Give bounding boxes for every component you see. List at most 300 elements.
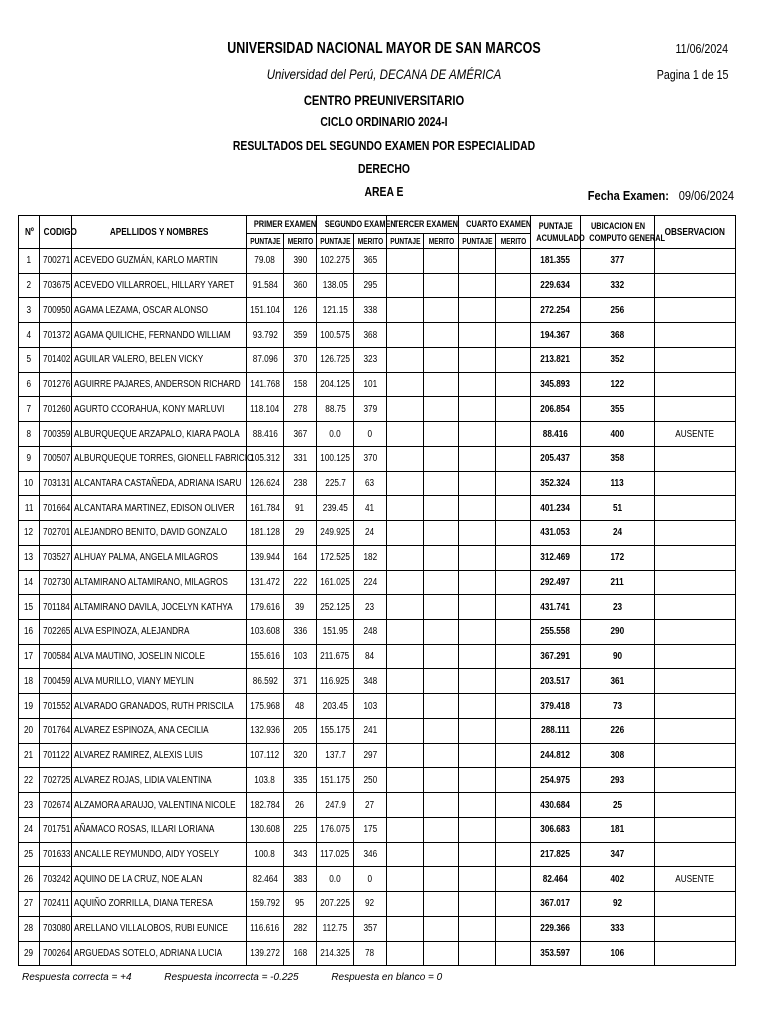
row-num: 12	[19, 521, 40, 546]
row-exam1-score: 161.784	[247, 496, 284, 521]
row-accumulated: 229.366	[531, 916, 581, 941]
university-title: UNIVERSIDAD NACIONAL MAYOR DE SAN MARCOS	[227, 40, 541, 57]
row-accumulated: 181.355	[531, 249, 581, 274]
row-exam2-merit: 92	[354, 892, 387, 917]
row-exam4-score	[459, 595, 496, 620]
row-exam2-merit: 250	[354, 768, 387, 793]
table-row	[19, 521, 736, 546]
row-accumulated: 353.597	[531, 941, 581, 966]
row-exam4-merit	[496, 249, 531, 274]
row-exam4-merit	[496, 842, 531, 867]
row-exam4-merit	[496, 298, 531, 323]
cycle-title: CICLO ORDINARIO 2024-I	[320, 114, 448, 129]
row-observation	[655, 941, 736, 966]
table-row	[19, 916, 736, 941]
row-exam1-score: 182.784	[247, 793, 284, 818]
row-exam4-merit	[496, 694, 531, 719]
row-observation	[655, 323, 736, 348]
row-exam1-score: 91.584	[247, 273, 284, 298]
row-exam1-score: 179.616	[247, 595, 284, 620]
table-row	[19, 867, 736, 892]
row-exam1-merit: 95	[284, 892, 317, 917]
row-accumulated: 401.234	[531, 496, 581, 521]
row-observation: AUSENTE	[655, 422, 736, 447]
row-rank: 172	[581, 545, 655, 570]
row-exam4-score	[459, 768, 496, 793]
row-accumulated: 213.821	[531, 347, 581, 372]
row-observation	[655, 471, 736, 496]
row-rank: 181	[581, 817, 655, 842]
header-rank: UBICACION EN COMPUTO GENERAL	[581, 216, 655, 249]
row-exam3-score	[387, 694, 424, 719]
row-exam4-merit	[496, 793, 531, 818]
row-code: 702701	[40, 521, 72, 546]
row-exam1-merit: 126	[284, 298, 317, 323]
header-exam4-merit: MERITO	[496, 234, 531, 249]
table-row	[19, 570, 736, 595]
row-exam2-score: 214.325	[317, 941, 354, 966]
row-exam2-merit: 365	[354, 249, 387, 274]
row-accumulated: 379.418	[531, 694, 581, 719]
row-name: ALVA MURILLO, VIANY MEYLIN	[72, 669, 247, 694]
row-exam2-score: 116.925	[317, 669, 354, 694]
row-name: AGUIRRE PAJARES, ANDERSON RICHARD	[72, 372, 247, 397]
table-row	[19, 669, 736, 694]
row-accumulated: 254.975	[531, 768, 581, 793]
row-exam2-score: 137.7	[317, 743, 354, 768]
row-code: 701402	[40, 347, 72, 372]
row-exam4-merit	[496, 941, 531, 966]
row-exam1-merit: 91	[284, 496, 317, 521]
row-exam3-score	[387, 347, 424, 372]
row-name: ALVAREZ RAMIREZ, ALEXIS LUIS	[72, 743, 247, 768]
row-exam3-merit	[424, 347, 459, 372]
row-exam4-score	[459, 496, 496, 521]
row-exam1-score: 118.104	[247, 397, 284, 422]
row-num: 3	[19, 298, 40, 323]
row-exam1-merit: 359	[284, 323, 317, 348]
row-num: 10	[19, 471, 40, 496]
row-observation	[655, 397, 736, 422]
row-rank: 256	[581, 298, 655, 323]
row-exam2-merit: 368	[354, 323, 387, 348]
row-exam2-score: 247.9	[317, 793, 354, 818]
row-observation	[655, 595, 736, 620]
row-exam1-score: 86.592	[247, 669, 284, 694]
row-exam4-score	[459, 644, 496, 669]
row-exam2-merit: 41	[354, 496, 387, 521]
university-subtitle: Universidad del Perú, DECANA DE AMÉRICA	[266, 66, 502, 82]
row-num: 13	[19, 545, 40, 570]
row-exam1-score: 105.312	[247, 446, 284, 471]
row-exam3-merit	[424, 471, 459, 496]
row-num: 24	[19, 817, 40, 842]
row-name: AGURTO CCORAHUA, KONY MARLUVI	[72, 397, 247, 422]
row-exam4-score	[459, 941, 496, 966]
row-exam2-merit: 103	[354, 694, 387, 719]
row-accumulated: 272.254	[531, 298, 581, 323]
results-title: RESULTADOS DEL SEGUNDO EXAMEN POR ESPECIALIDAD	[232, 138, 536, 153]
row-exam1-score: 87.096	[247, 347, 284, 372]
row-code: 701664	[40, 496, 72, 521]
row-rank: 90	[581, 644, 655, 669]
row-exam3-merit	[424, 545, 459, 570]
legend-blank: Respuesta en blanco = 0	[331, 972, 443, 983]
row-exam1-merit: 336	[284, 620, 317, 645]
row-exam2-score: 204.125	[317, 372, 354, 397]
row-exam4-score	[459, 743, 496, 768]
row-exam1-merit: 168	[284, 941, 317, 966]
row-name: ACEVEDO VILLARROEL, HILLARY YARET	[72, 273, 247, 298]
row-code: 702730	[40, 570, 72, 595]
row-rank: 24	[581, 521, 655, 546]
row-exam4-score	[459, 298, 496, 323]
row-code: 702725	[40, 768, 72, 793]
table-row	[19, 694, 736, 719]
header-exam1: PRIMER EXAMEN	[247, 216, 317, 234]
row-accumulated: 306.683	[531, 817, 581, 842]
row-accumulated: 352.324	[531, 471, 581, 496]
row-exam4-merit	[496, 817, 531, 842]
header-exam4-score: PUNTAJE	[459, 234, 496, 249]
row-rank: 113	[581, 471, 655, 496]
row-exam2-score: 112.75	[317, 916, 354, 941]
row-num: 2	[19, 273, 40, 298]
header-exam1-merit: MERITO	[284, 234, 317, 249]
row-exam4-score	[459, 669, 496, 694]
row-exam1-merit: 331	[284, 446, 317, 471]
row-accumulated: 205.437	[531, 446, 581, 471]
row-exam3-merit	[424, 916, 459, 941]
row-name: ALEJANDRO BENITO, DAVID GONZALO	[72, 521, 247, 546]
row-code: 701552	[40, 694, 72, 719]
row-accumulated: 244.812	[531, 743, 581, 768]
row-exam4-score	[459, 397, 496, 422]
row-observation	[655, 669, 736, 694]
row-name: ANCALLE REYMUNDO, AIDY YOSELY	[72, 842, 247, 867]
row-code: 702674	[40, 793, 72, 818]
row-exam4-merit	[496, 397, 531, 422]
row-code: 701633	[40, 842, 72, 867]
row-observation	[655, 372, 736, 397]
row-exam3-score	[387, 446, 424, 471]
row-code: 700584	[40, 644, 72, 669]
row-exam3-merit	[424, 372, 459, 397]
row-exam4-merit	[496, 273, 531, 298]
row-num: 18	[19, 669, 40, 694]
row-code: 702411	[40, 892, 72, 917]
row-exam4-merit	[496, 644, 531, 669]
row-name: AGAMA LEZAMA, OSCAR ALONSO	[72, 298, 247, 323]
row-exam2-merit: 323	[354, 347, 387, 372]
row-rank: 23	[581, 595, 655, 620]
row-exam2-merit: 175	[354, 817, 387, 842]
row-exam1-merit: 225	[284, 817, 317, 842]
exam-date-label: Fecha Examen:	[587, 188, 669, 203]
row-exam4-merit	[496, 446, 531, 471]
row-exam1-score: 155.616	[247, 644, 284, 669]
table-row	[19, 842, 736, 867]
row-exam4-score	[459, 793, 496, 818]
print-date: 11/06/2024	[675, 41, 728, 56]
row-exam4-score	[459, 867, 496, 892]
row-num: 20	[19, 718, 40, 743]
row-code: 700950	[40, 298, 72, 323]
header-num: Nº	[19, 216, 40, 249]
row-exam3-score	[387, 718, 424, 743]
row-observation	[655, 644, 736, 669]
row-num: 9	[19, 446, 40, 471]
row-observation	[655, 446, 736, 471]
center-title: CENTRO PREUNIVERSITARIO	[303, 92, 465, 108]
row-name: ALZAMORA ARAUJO, VALENTINA NICOLE	[72, 793, 247, 818]
row-exam3-merit	[424, 768, 459, 793]
table-row	[19, 941, 736, 966]
row-exam4-merit	[496, 570, 531, 595]
row-exam4-merit	[496, 347, 531, 372]
header-exam1-score: PUNTAJE	[247, 234, 284, 249]
row-exam2-score: 252.125	[317, 595, 354, 620]
row-exam2-score: 172.525	[317, 545, 354, 570]
row-accumulated: 292.497	[531, 570, 581, 595]
row-name: ALTAMIRANO ALTAMIRANO, MILAGROS	[72, 570, 247, 595]
row-rank: 347	[581, 842, 655, 867]
row-observation	[655, 842, 736, 867]
page-number: Pagina 1 de 15	[656, 67, 728, 82]
row-exam3-merit	[424, 941, 459, 966]
row-exam1-merit: 103	[284, 644, 317, 669]
row-exam4-merit	[496, 471, 531, 496]
row-exam1-merit: 205	[284, 718, 317, 743]
row-observation	[655, 496, 736, 521]
row-exam1-merit: 238	[284, 471, 317, 496]
row-observation	[655, 620, 736, 645]
row-exam2-score: 102.275	[317, 249, 354, 274]
table-row	[19, 817, 736, 842]
row-exam3-score	[387, 916, 424, 941]
row-exam4-merit	[496, 718, 531, 743]
table-row	[19, 545, 736, 570]
row-exam3-merit	[424, 817, 459, 842]
row-exam1-score: 103.608	[247, 620, 284, 645]
row-name: AGAMA QUILICHE, FERNANDO WILLIAM	[72, 323, 247, 348]
row-num: 16	[19, 620, 40, 645]
row-exam2-merit: 224	[354, 570, 387, 595]
row-exam2-merit: 101	[354, 372, 387, 397]
row-exam1-score: 139.944	[247, 545, 284, 570]
row-rank: 293	[581, 768, 655, 793]
row-num: 19	[19, 694, 40, 719]
row-num: 17	[19, 644, 40, 669]
row-exam1-merit: 370	[284, 347, 317, 372]
row-exam2-score: 249.925	[317, 521, 354, 546]
row-exam3-merit	[424, 397, 459, 422]
header-accumulated: PUNTAJE ACUMULADO	[531, 216, 581, 249]
row-exam4-merit	[496, 620, 531, 645]
row-exam4-score	[459, 521, 496, 546]
row-exam1-score: 159.792	[247, 892, 284, 917]
row-exam3-score	[387, 867, 424, 892]
row-exam1-score: 132.936	[247, 718, 284, 743]
row-rank: 25	[581, 793, 655, 818]
row-rank: 106	[581, 941, 655, 966]
row-code: 700359	[40, 422, 72, 447]
row-name: AQUIÑO ZORRILLA, DIANA TERESA	[72, 892, 247, 917]
row-exam2-merit: 248	[354, 620, 387, 645]
row-code: 703527	[40, 545, 72, 570]
row-num: 6	[19, 372, 40, 397]
row-exam4-merit	[496, 867, 531, 892]
row-exam1-merit: 282	[284, 916, 317, 941]
row-exam3-score	[387, 595, 424, 620]
row-exam2-score: 100.125	[317, 446, 354, 471]
row-accumulated: 82.464	[531, 867, 581, 892]
row-observation	[655, 892, 736, 917]
row-exam2-score: 0.0	[317, 867, 354, 892]
row-exam1-merit: 39	[284, 595, 317, 620]
row-exam2-merit: 0	[354, 867, 387, 892]
row-exam3-score	[387, 273, 424, 298]
row-accumulated: 367.017	[531, 892, 581, 917]
row-exam1-merit: 390	[284, 249, 317, 274]
row-rank: 368	[581, 323, 655, 348]
row-code: 700507	[40, 446, 72, 471]
row-exam1-score: 88.416	[247, 422, 284, 447]
row-exam2-score: 117.025	[317, 842, 354, 867]
row-exam4-score	[459, 842, 496, 867]
row-num: 27	[19, 892, 40, 917]
row-exam3-score	[387, 521, 424, 546]
header-observation: OBSERVACION	[655, 216, 736, 249]
row-accumulated: 431.741	[531, 595, 581, 620]
row-exam2-score: 138.05	[317, 273, 354, 298]
row-exam2-merit: 23	[354, 595, 387, 620]
row-exam3-merit	[424, 644, 459, 669]
row-exam2-score: 100.575	[317, 323, 354, 348]
row-num: 25	[19, 842, 40, 867]
row-exam2-score: 0.0	[317, 422, 354, 447]
row-exam3-score	[387, 249, 424, 274]
row-exam1-score: 151.104	[247, 298, 284, 323]
row-name: ALVA MAUTINO, JOSELIN NICOLE	[72, 644, 247, 669]
row-num: 15	[19, 595, 40, 620]
row-code: 701276	[40, 372, 72, 397]
row-exam2-score: 88.75	[317, 397, 354, 422]
row-accumulated: 203.517	[531, 669, 581, 694]
row-exam2-score: 121.15	[317, 298, 354, 323]
row-exam2-score: 151.175	[317, 768, 354, 793]
row-name: ALBURQUEQUE TORRES, GIONELL FABRICIO	[72, 446, 247, 471]
row-exam3-merit	[424, 620, 459, 645]
table-row	[19, 620, 736, 645]
row-name: ALTAMIRANO DAVILA, JOCELYN KATHYA	[72, 595, 247, 620]
row-exam2-score: 211.675	[317, 644, 354, 669]
row-exam4-score	[459, 892, 496, 917]
row-name: ALHUAY PALMA, ANGELA MILAGROS	[72, 545, 247, 570]
row-exam2-merit: 27	[354, 793, 387, 818]
row-code: 703242	[40, 867, 72, 892]
row-exam2-score: 239.45	[317, 496, 354, 521]
row-rank: 352	[581, 347, 655, 372]
row-accumulated: 88.416	[531, 422, 581, 447]
row-exam4-merit	[496, 521, 531, 546]
row-exam3-merit	[424, 842, 459, 867]
row-exam1-score: 131.472	[247, 570, 284, 595]
header-exam3-merit: MERITO	[424, 234, 459, 249]
row-observation	[655, 545, 736, 570]
row-exam3-score	[387, 669, 424, 694]
row-exam3-score	[387, 793, 424, 818]
row-name: ALCANTARA MARTINEZ, EDISON OLIVER	[72, 496, 247, 521]
legend-incorrect: Respuesta incorrecta = -0.225	[164, 972, 299, 983]
row-exam2-score: 207.225	[317, 892, 354, 917]
row-exam2-merit: 241	[354, 718, 387, 743]
row-accumulated: 312.469	[531, 545, 581, 570]
row-exam4-score	[459, 323, 496, 348]
row-exam3-merit	[424, 422, 459, 447]
row-exam4-merit	[496, 743, 531, 768]
row-exam1-merit: 367	[284, 422, 317, 447]
row-exam4-score	[459, 249, 496, 274]
row-exam3-merit	[424, 669, 459, 694]
row-rank: 402	[581, 867, 655, 892]
row-exam3-score	[387, 941, 424, 966]
exam-date-value: 09/06/2024	[678, 188, 734, 203]
row-exam2-merit: 338	[354, 298, 387, 323]
row-accumulated: 255.558	[531, 620, 581, 645]
row-exam3-merit	[424, 570, 459, 595]
row-exam4-merit	[496, 768, 531, 793]
row-exam3-merit	[424, 521, 459, 546]
row-exam1-merit: 371	[284, 669, 317, 694]
row-exam4-score	[459, 694, 496, 719]
row-exam3-score	[387, 298, 424, 323]
row-observation	[655, 768, 736, 793]
row-exam2-merit: 84	[354, 644, 387, 669]
row-exam3-merit	[424, 694, 459, 719]
row-exam1-merit: 48	[284, 694, 317, 719]
row-rank: 377	[581, 249, 655, 274]
row-num: 1	[19, 249, 40, 274]
row-observation	[655, 743, 736, 768]
row-exam3-score	[387, 372, 424, 397]
row-rank: 400	[581, 422, 655, 447]
row-exam1-score: 116.616	[247, 916, 284, 941]
row-observation	[655, 347, 736, 372]
header-code: CODIGO	[40, 216, 72, 249]
row-exam3-merit	[424, 867, 459, 892]
row-exam4-merit	[496, 892, 531, 917]
row-exam3-merit	[424, 892, 459, 917]
row-code: 700271	[40, 249, 72, 274]
row-num: 29	[19, 941, 40, 966]
row-accumulated: 217.825	[531, 842, 581, 867]
table-row	[19, 372, 736, 397]
row-exam4-merit	[496, 669, 531, 694]
row-num: 14	[19, 570, 40, 595]
specialty-title: DERECHO	[357, 161, 410, 176]
row-code: 703131	[40, 471, 72, 496]
row-code: 701764	[40, 718, 72, 743]
row-name: ALVAREZ ROJAS, LIDIA VALENTINA	[72, 768, 247, 793]
header-exam2: SEGUNDO EXAMEN	[317, 216, 387, 234]
row-exam2-merit: 78	[354, 941, 387, 966]
table-row	[19, 446, 736, 471]
row-exam2-merit: 0	[354, 422, 387, 447]
row-name: ALVAREZ ESPINOZA, ANA CECILIA	[72, 718, 247, 743]
row-exam2-merit: 346	[354, 842, 387, 867]
row-exam3-score	[387, 644, 424, 669]
